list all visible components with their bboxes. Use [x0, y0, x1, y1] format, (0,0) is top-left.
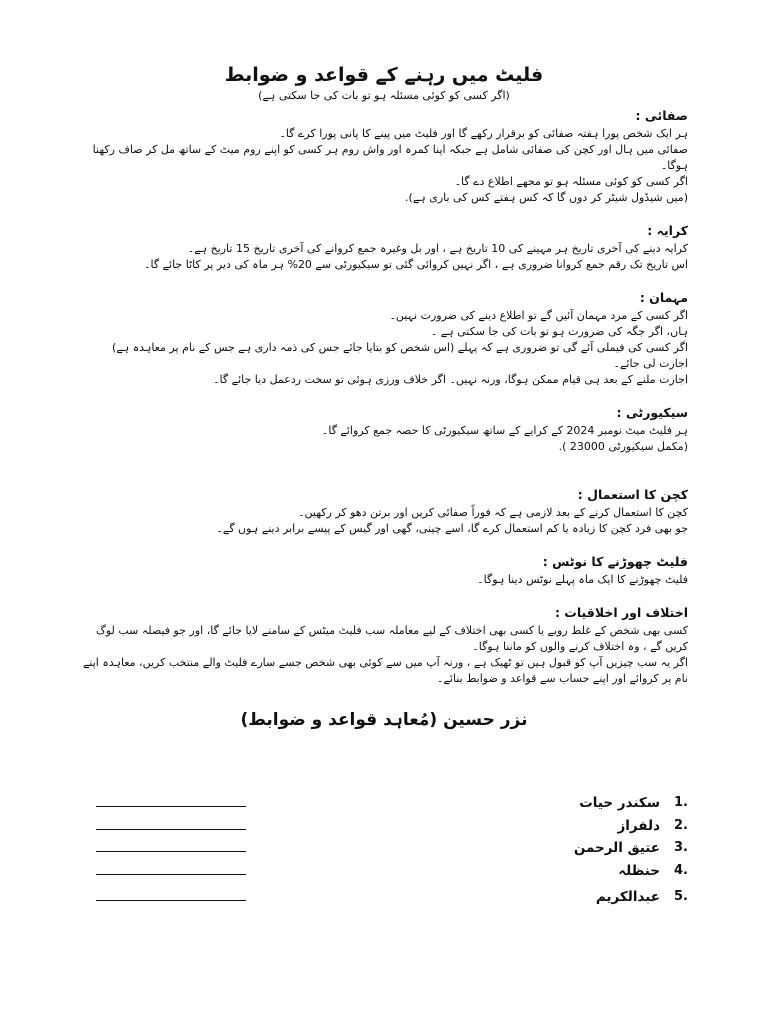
signatory-name: عتیق الرحمن: [573, 840, 660, 856]
signatory-name: دلفراز: [617, 817, 660, 834]
section-line: (مکمل سیکیورٹی 23000 ).: [558, 440, 688, 453]
document-subtitle: (اگر کسی کو کوئی مسئلہ ہو تو بات کی جا سکتی ہے): [258, 89, 510, 102]
section-disputes: [80, 603, 688, 687]
section-line: اگر کسی کے مرد مہمان آئیں گے تو اطلاع دینے کی ضرورت نہیں۔: [389, 309, 688, 322]
section-line: اجازت ملنے کے بعد ہی قیام ممکن ہوگا، ورنہ نہیں۔ اگر خلاف ورزی ہوئی تو سخت ردعمل دیا جائے گا۔: [213, 373, 688, 386]
section-heading: سیکیورٹی :: [616, 405, 688, 420]
signature-number: 1.: [674, 795, 688, 810]
section-line: ہر ایک شخص پورا ہفتہ صفائی کو برقرار رکھے گا اور فلیٹ میں پینے کا پانی پورا کرے گا۔: [279, 127, 688, 140]
section-heading: کرایہ :: [647, 223, 688, 238]
signature-number: 4.: [674, 862, 688, 878]
section-line: اس تاریخ تک رقم جمع کروانا ضروری ہے ، اگر نہیں کروائی گئی تو سیکیورٹی سے 20% ہر ماہ کی دیر پر کاٹا جائے گا۔: [144, 258, 688, 271]
section-security: [80, 403, 688, 455]
signature-line: [96, 900, 246, 901]
signature-line: [96, 874, 246, 875]
section-line: اگر یہ سب چیزیں آپ کو قبول ہیں تو ٹھیک ہے ، ورنہ آپ میں سے کوئی بھی شخص جسے سارے فلیٹ والے منتخب کریں، معاہدہ اپنے نام پر کروائے اور اپنے حساب سے قواعد و ضوابط بنائے۔: [82, 656, 688, 685]
section-cleaning: [80, 106, 688, 206]
section-line: جو بھی فرد کچن کا زیادہ یا کم استعمال کرے گا، اسے چینی، گھی اور گیس کے پیسے برابر دینے ہوں گے۔: [216, 522, 688, 535]
section-heading: صفائی :: [635, 108, 688, 123]
signature-line: [96, 806, 246, 807]
section-line: اگر کسی کو کوئی مسئلہ ہو تو مجھے اطلاع دے گا۔: [454, 175, 688, 188]
signature-line: [96, 851, 246, 852]
section-line: فلیٹ چھوڑنے کا ایک ماہ پہلے نوٹس دینا ہوگا۔: [477, 573, 688, 586]
section-line: ہاں، اگر جگہ کی ضرورت ہو تو بات کی جا سکتی ہے ۔: [430, 325, 688, 338]
section-line: اگر کسی کی فیملی آئے گی تو ضروری ہے کہ پہلے (اس شخص کو بتایا جائے جس کی ذمہ داری ہے جس کے نام پر معاہدہ ہے) اجازت لی جائے۔: [112, 341, 688, 370]
signature-list: [96, 792, 694, 909]
section-line: کرایہ دینے کی آخری تاریخ ہر مہینے کی 10 تاریخ ہے ، اور بل وغیرہ جمع کروانے کی آخری تاریخ 15 تاریخ ہے۔: [187, 242, 688, 255]
document-page: [80, 62, 688, 733]
section-line: ہر فلیٹ میٹ نومبر 2024 کے کرایے کے ساتھ سیکیورٹی کا حصہ جمع کروائے گا۔: [321, 424, 688, 437]
section-heading: کچن کا استعمال :: [577, 487, 688, 502]
section-line: کسی بھی شخص کے غلط رویے یا کسی بھی اختلاف کے لیے معاملہ سب فلیٹ میٹس کے سامنے لایا جائے گا، اور جو فیصلہ سب لوگ کریں گے ، وہ اختلاف کرنے والوں کو ماننا ہوگا۔: [95, 624, 688, 653]
signature-number: 5.: [674, 889, 688, 904]
signature-row: [96, 792, 694, 815]
signature-number: 3.: [674, 840, 688, 855]
signatory-name: عبدالکریم: [595, 889, 660, 905]
section-line: صفائی میں ہال اور کچن کی صفائی شامل ہے جبکہ اپنا کمرہ اور واش روم ہر کسی کو اپنے روم میٹ کے ساتھ مل کر صاف رکھنا ہوگا۔: [92, 143, 688, 172]
document-title: فلیٹ میں رہنے کے قواعد و ضوابط: [224, 64, 544, 86]
signature-row: [96, 815, 694, 838]
section-line: کچن کا استعمال کرنے کے بعد لازمی ہے کہ فوراً صفائی کریں اور برتن دھو کر رکھیں۔: [298, 506, 688, 519]
signatory-name: سکندر حیات: [579, 795, 660, 811]
signature-number: 2.: [674, 817, 688, 833]
section-heading: مہمان :: [639, 290, 688, 305]
signature-row: [96, 860, 694, 883]
signatory-name: حنظلہ: [618, 862, 660, 879]
signature-title: نزر حسین (مُعاہد قواعد و ضوابط): [240, 710, 528, 730]
signature-row: [96, 886, 694, 909]
signature-row: [96, 837, 694, 860]
section-heading: اختلاف اور اخلاقیات :: [554, 605, 688, 620]
signature-line: [96, 829, 246, 830]
section-rent: [80, 221, 688, 273]
section-heading: فلیٹ چھوڑنے کا نوٹس :: [542, 554, 688, 569]
section-line: (میں شیڈول شیٹر کر دوں گا کہ کس ہفتے کس کی باری ہے).: [405, 191, 688, 204]
section-notice: [80, 552, 688, 588]
section-kitchen: [80, 485, 688, 537]
section-guests: [80, 288, 688, 388]
